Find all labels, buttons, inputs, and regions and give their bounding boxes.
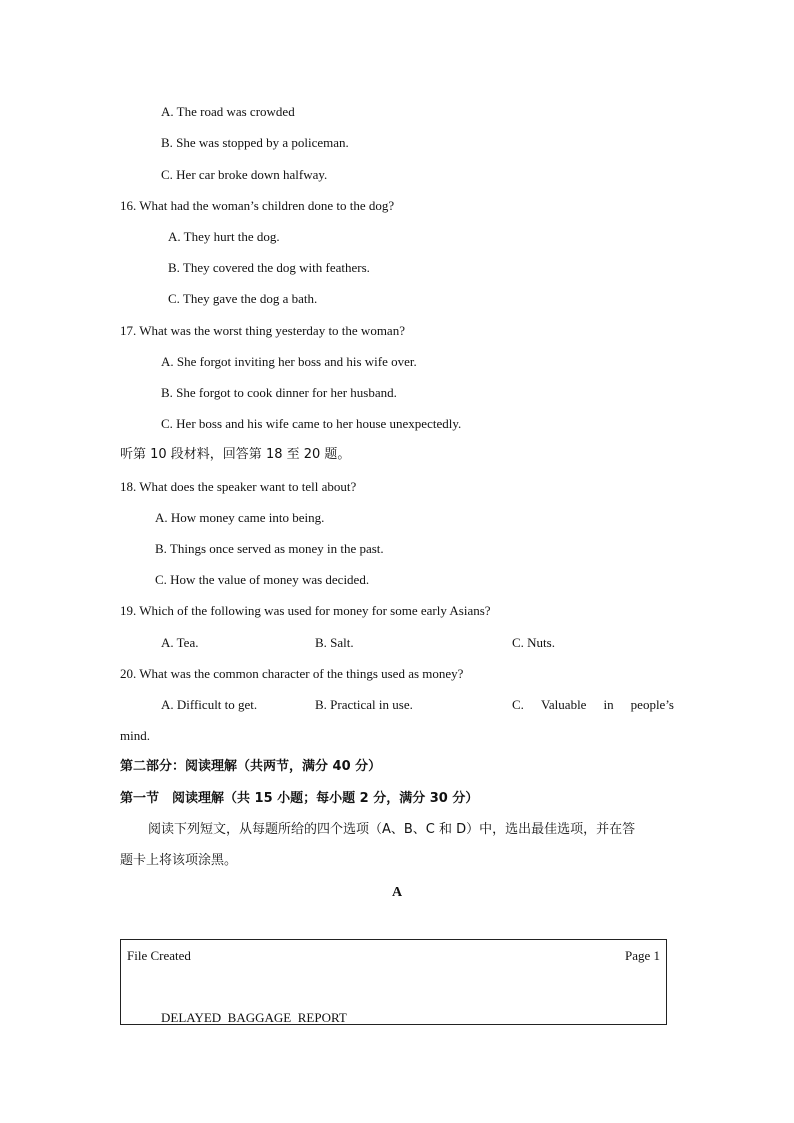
report-page-number: Page 1: [624, 948, 660, 963]
q16-option-c: C. They gave the dog a bath.: [168, 291, 318, 306]
q20-continuation: mind.: [120, 728, 150, 743]
instructions-line-2: 题卡上将该项涂黑。: [120, 853, 238, 868]
q18-option-b: B. Things once served as money in the past.: [155, 541, 384, 556]
q20-option-c-letter: C.: [512, 697, 524, 712]
part2-heading: 第二部分：阅读理解（共两节，满分 40 分）: [120, 759, 382, 774]
q15-option-a: A. The road was crowded: [161, 104, 295, 119]
q19-option-a: A. Tea.: [161, 635, 199, 650]
passage-letter: A: [391, 885, 403, 900]
q15-option-c: C. Her car broke down halfway.: [161, 167, 328, 182]
q17-option-b: B. She forgot to cook dinner for her husband.: [161, 385, 397, 400]
instructions-line-1: 阅读下列短文，从每题所给的四个选项（A、B、C 和 D）中，选出最佳选项，并在答: [148, 822, 636, 837]
q20-option-c-word3: people’s: [630, 697, 674, 712]
q20-option-b: B. Practical in use.: [315, 697, 413, 712]
q18-stem: 18. What does the speaker want to tell about?: [120, 479, 357, 494]
section-10-intro: 听第 10 段材料，回答第 18 至 20 题。: [120, 447, 351, 462]
report-file-created: File Created: [127, 948, 191, 963]
q19-stem: 19. Which of the following was used for money for some early Asians?: [120, 603, 491, 618]
q19-option-c: C. Nuts.: [512, 635, 555, 650]
q17-option-a: A. She forgot inviting her boss and his wife over.: [161, 354, 417, 369]
q20-option-c: [512, 697, 674, 713]
q20-option-c-word1: Valuable: [540, 697, 587, 712]
q18-option-c: C. How the value of money was decided.: [155, 572, 370, 587]
q17-stem: 17. What was the worst thing yesterday to the woman?: [120, 323, 405, 338]
section1-heading: 第一节 阅读理解（共 15 小题；每小题 2 分，满分 30 分）: [120, 791, 479, 806]
q17-option-c: C. Her boss and his wife came to her house unexpectedly.: [161, 416, 462, 431]
q20-stem: 20. What was the common character of the things used as money?: [120, 666, 464, 681]
q18-option-a: A. How money came into being.: [155, 510, 325, 525]
report-title: DELAYED BAGGAGE REPORT: [161, 1010, 347, 1025]
q19-option-b: B. Salt.: [315, 635, 354, 650]
q20-option-c-word2: in: [603, 697, 614, 712]
q15-option-b: B. She was stopped by a policeman.: [161, 135, 349, 150]
q16-stem: 16. What had the woman’s children done to the dog?: [120, 198, 395, 213]
delayed-baggage-report-box: [120, 939, 667, 1025]
q20-option-a: A. Difficult to get.: [161, 697, 258, 712]
q16-option-a: A. They hurt the dog.: [168, 229, 280, 244]
q16-option-b: B. They covered the dog with feathers.: [168, 260, 370, 275]
